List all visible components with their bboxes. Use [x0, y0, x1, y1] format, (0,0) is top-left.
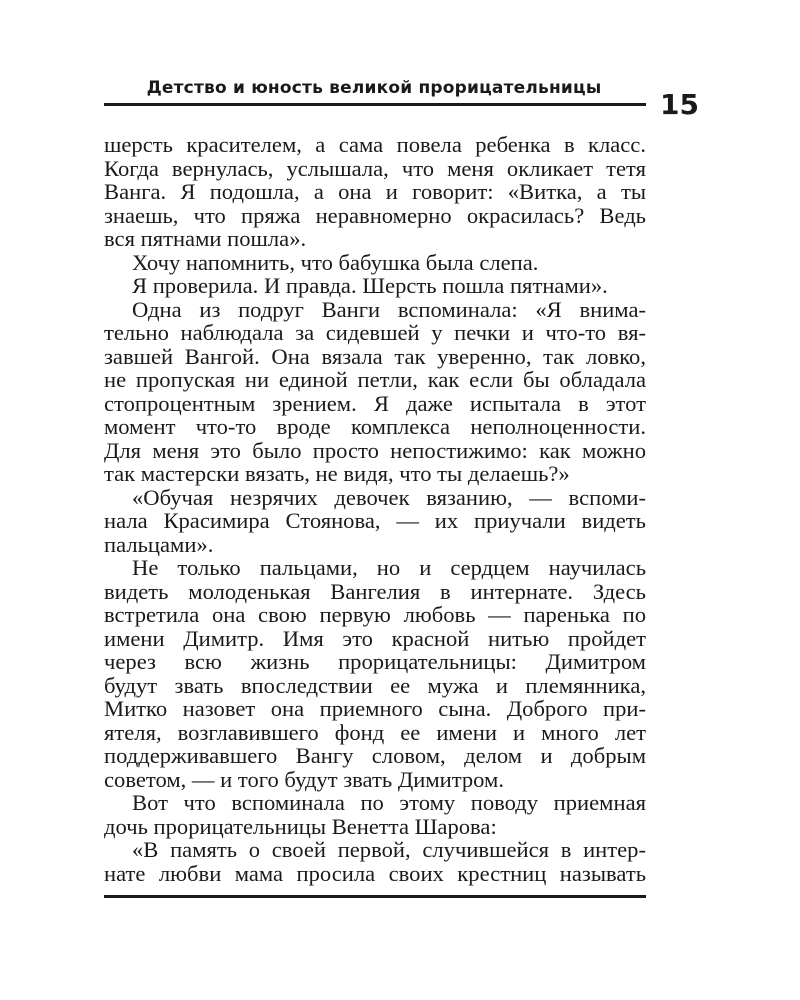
text-line: так мастерски вязать, не видя, что ты делаешь?»: [104, 461, 570, 486]
text-line: знаешь, что пряжа неравномерно окрасилась? Ведь: [104, 202, 646, 228]
text-line: ятеля, возглавившего фонд ее имени и много лет: [104, 719, 646, 745]
header-rule: [104, 103, 646, 106]
text-line: встретила она свою первую любовь — паренька по: [104, 602, 646, 627]
text-line: нала Красимира Стоянова, — их приучали видеть: [104, 508, 646, 533]
text-line: видеть молоденькая Вангелия в интернате. Здесь: [104, 578, 646, 604]
text-line: пальцами».: [104, 531, 214, 557]
text-line: стопроцентным зрением. Я даже испытала в этот: [104, 390, 646, 416]
text-line: поддерживавшего Вангу словом, делом и добрым: [104, 743, 646, 768]
running-header-title: Детство и юность великой прорицательницы: [146, 78, 602, 98]
text-line: шерсть красителем, а сама повела ребенка в класс.: [104, 132, 646, 157]
text-line: нате любви мама просила своих крестниц называть: [104, 860, 646, 886]
text-line: имени Димитр. Имя это красной нитью пройдет: [104, 625, 646, 651]
text-line: завшей Вангой. Она вязала так уверенно, так ловко,: [104, 343, 646, 369]
text-line: «В память о своей первой, случившейся в интер-: [132, 837, 646, 862]
text-line: Для меня это было просто непостижимо: как можно: [104, 437, 646, 463]
text-line: «Обучая незрячих девочек вязанию, — вспоми-: [132, 484, 646, 510]
text-line: Я проверила. И правда. Шерсть пошла пятнами».: [132, 273, 608, 298]
body-text: [104, 133, 646, 885]
footer-rule: [104, 895, 646, 898]
text-line: не пропуская ни единой петли, как если бы обладала: [104, 367, 646, 392]
text-line: момент что-то вроде комплекса неполноценности.: [104, 414, 646, 439]
text-line: тельно наблюдала за сидевшей у печки и что-то вя-: [104, 320, 646, 345]
page-number: 15: [660, 88, 699, 121]
text-line: Вот что вспоминала по этому поводу приемная: [132, 790, 646, 815]
text-line: советом, — и того будут звать Димитром.: [104, 766, 504, 792]
text-line: Митко назовет она приемного сына. Доброго при-: [104, 696, 646, 721]
text-line: вся пятнами пошла».: [104, 226, 307, 251]
text-line: Не только пальцами, но и сердцем научилась: [132, 555, 646, 580]
text-line: будут звать впоследствии ее мужа и племянника,: [104, 672, 646, 698]
text-line: Ванга. Я подошла, а она и говорит: «Витка, а ты: [104, 179, 646, 204]
text-line: через всю жизнь прорицательницы: Димитром: [104, 649, 646, 674]
text-line: Одна из подруг Ванги вспоминала: «Я внима-: [132, 296, 646, 322]
text-line: Хочу напомнить, что бабушка была слепа.: [132, 249, 539, 275]
text-line: Когда вернулась, услышала, что меня окликает тетя: [104, 155, 646, 181]
text-line: дочь прорицательницы Венетта Шарова:: [104, 813, 497, 839]
